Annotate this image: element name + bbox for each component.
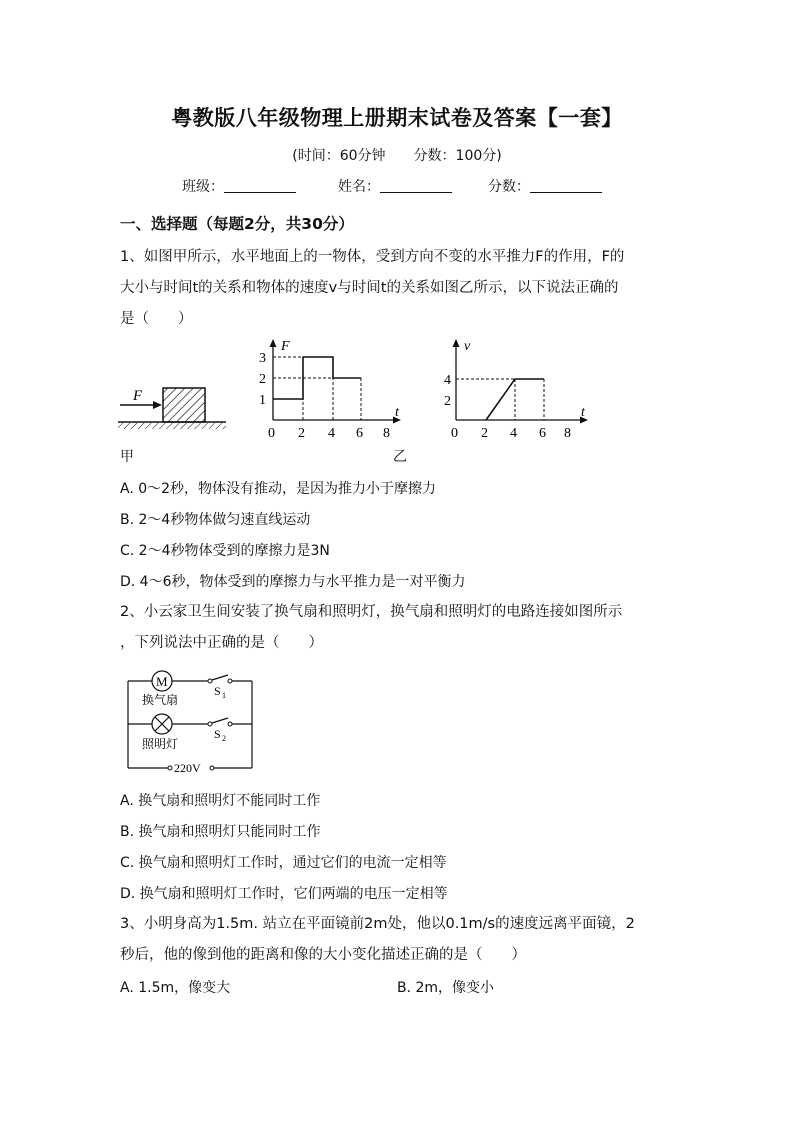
graph1-y-arrow (270, 339, 277, 347)
q1-text-line3: 是（ ） (120, 311, 193, 327)
graph1-xtick-2: 2 (298, 426, 305, 440)
s1-label: S (214, 684, 221, 698)
force-label: F (133, 388, 143, 404)
s2-subscript: 2 (222, 734, 226, 743)
s1-subscript: 1 (222, 691, 226, 700)
class-field (182, 176, 296, 196)
graph1-ytick-3: 3 (259, 351, 266, 366)
s2-contact-left (208, 722, 212, 726)
supply-terminal-left (168, 766, 172, 770)
name-blank (380, 178, 452, 193)
graph1-xtick-6: 6 (356, 426, 363, 440)
class-label: 班级： (182, 179, 224, 195)
graph1-ylabel: F (281, 339, 290, 354)
graph2-xtick-6: 6 (539, 426, 546, 440)
graph-v-t (440, 335, 590, 440)
motor-label: M (156, 674, 168, 689)
block (163, 388, 205, 422)
q2-option-a: A. 换气扇和照明灯不能同时工作 (120, 793, 321, 809)
lamp-label: 照明灯 (142, 737, 179, 751)
q3-option-b: B. 2m，像变小 (397, 980, 495, 996)
class-blank (224, 178, 296, 193)
graph1-ytick-1: 1 (259, 393, 266, 408)
score-field (488, 176, 602, 196)
graph2-y-arrow (453, 339, 460, 347)
q2-text-line1: 2、小云家卫生间安装了换气扇和照明灯，换气扇和照明灯的电路连接如图所示 (120, 604, 623, 620)
q1-option-d: D. 4～6秒，物体受到的摩擦力与水平推力是一对平衡力 (120, 574, 466, 590)
graph2-ytick-2: 2 (444, 394, 451, 409)
graph1-ytick-2: 2 (259, 372, 266, 387)
q3-text-line1: 3、小明身高为1.5m. 站立在平面镜前2m处，他以0.1m/s的速度远离平面镜，2 (120, 916, 635, 932)
s1-blade (212, 675, 228, 680)
q2-option-c: C. 换气扇和照明灯工作时，通过它们的电流一定相等 (120, 855, 447, 871)
q1-text-line1: 1、如图甲所示，水平地面上的一物体，受到方向不变的水平推力F的作用，F的 (120, 249, 625, 265)
s1-contact-left (208, 679, 212, 683)
graph1-xtick-4: 4 (328, 426, 335, 440)
graph-f-t (255, 335, 405, 440)
q1-option-b: B. 2～4秒物体做匀速直线运动 (120, 512, 311, 528)
exam-meta: (时间：60分钟 分数：100分) (292, 148, 502, 164)
fan-label: 换气扇 (142, 693, 179, 707)
graph2-ytick-4: 4 (444, 373, 451, 388)
force-arrow-head (153, 401, 162, 409)
graph2-ylabel: v (464, 339, 471, 354)
q2-option-d: D. 换气扇和照明灯工作时，它们两端的电压一定相等 (120, 886, 448, 902)
q2-text-line2: ，下列说法中正确的是（ ） (120, 635, 323, 651)
supply-terminal-right (210, 766, 214, 770)
q1-option-a: A. 0～2秒，物体没有推动，是因为推力小于摩擦力 (120, 481, 437, 497)
graph1-xtick-8: 8 (383, 426, 390, 440)
name-label: 姓名： (338, 179, 380, 195)
graph2-xtick-0: 0 (451, 426, 458, 440)
graph2-xtick-8: 8 (564, 426, 571, 440)
q1-text-line2: 大小与时间t的关系和物体的速度v与时间t的关系如图乙所示，以下说法正确的 (120, 280, 619, 296)
q2-option-b: B. 换气扇和照明灯只能同时工作 (120, 824, 321, 840)
score-label: 分数： (488, 179, 530, 195)
score-blank (530, 178, 602, 193)
s2-contact-right (228, 722, 232, 726)
graph1-xtick-0: 0 (268, 426, 275, 440)
s2-label: S (214, 727, 221, 741)
s2-blade (212, 718, 228, 723)
figure-yi-caption: 乙 (393, 449, 407, 465)
figure-jia-block (118, 378, 230, 434)
ground-hatch (118, 423, 226, 429)
graph2-xtick-4: 4 (510, 426, 517, 440)
graph1-force-step (273, 357, 361, 399)
graph1-xlabel: t (395, 405, 399, 420)
s1-contact-right (228, 679, 232, 683)
q3-text-line2: 秒后，他的像到他的距离和像的大小变化描述正确的是（ ） (120, 947, 526, 963)
section-heading: 一、选择题（每题2分，共30分） (120, 215, 354, 233)
figure-jia-caption: 甲 (120, 449, 134, 465)
graph2-xtick-2: 2 (481, 426, 488, 440)
q3-option-a: A. 1.5m，像变大 (120, 980, 231, 996)
page-title: 粤教版八年级物理上册期末试卷及答案【一套】 (171, 106, 623, 130)
name-field (338, 176, 452, 196)
q1-option-c: C. 2～4秒物体受到的摩擦力是3N (120, 543, 330, 559)
graph2-xlabel: t (581, 405, 585, 420)
supply-voltage: 220V (174, 761, 201, 775)
circuit-diagram (120, 666, 260, 778)
